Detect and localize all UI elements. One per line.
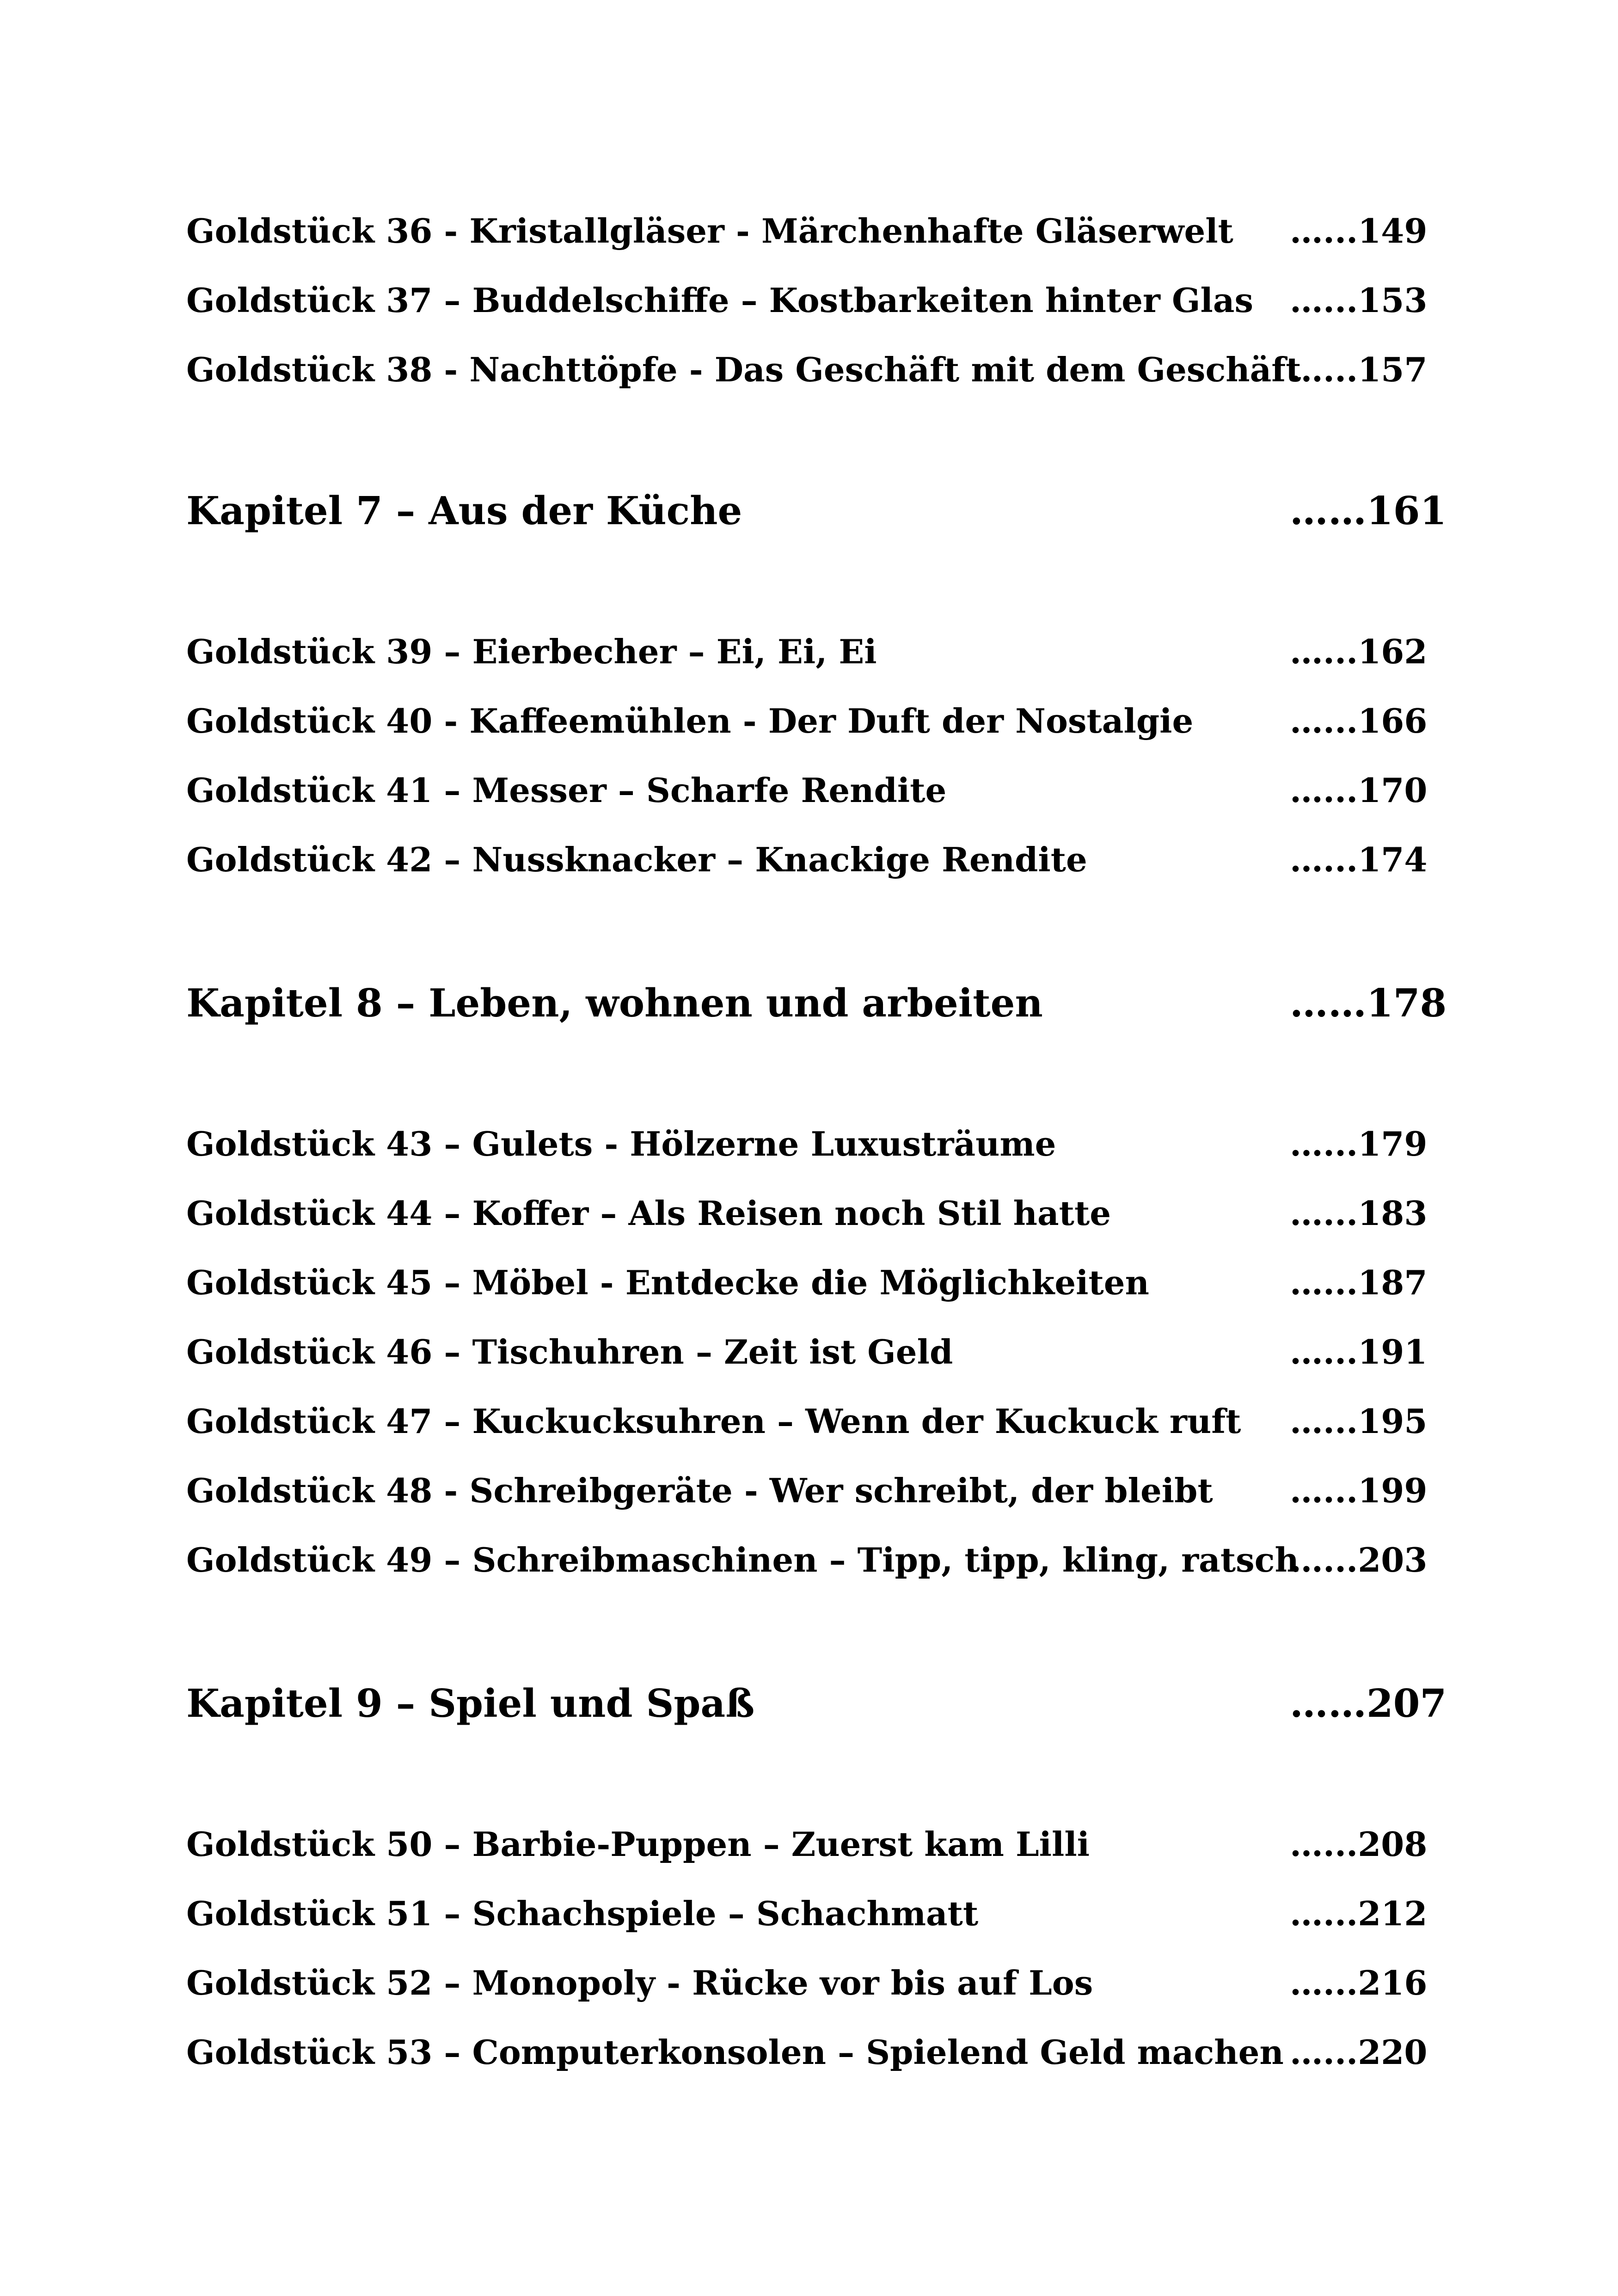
entry-page-number: …...162 bbox=[1290, 632, 1428, 671]
entry-title: Goldstück 46 – Tischuhren – Zeit ist Geld bbox=[186, 1332, 953, 1371]
entry-page-number: …...216 bbox=[1290, 1963, 1428, 2002]
toc-chapter-9 bbox=[0, 1676, 1618, 1731]
entry-title: Goldstück 41 – Messer – Scharfe Rendite bbox=[186, 771, 947, 810]
entry-title: Goldstück 50 – Barbie-Puppen – Zuerst kam Lilli bbox=[186, 1825, 1090, 1864]
entry-title: Goldstück 36 - Kristallgläser - Märchenhafte Gläserwelt bbox=[186, 211, 1233, 251]
entry-title: Goldstück 52 – Monopoly - Rücke vor bis auf Los bbox=[186, 1963, 1093, 2002]
entry-title: Goldstück 40 - Kaffeemühlen - Der Duft der Nostalgie bbox=[186, 701, 1194, 741]
entry-title: Goldstück 42 – Nussknacker – Knackige Rendite bbox=[186, 840, 1087, 879]
entry-title: Goldstück 37 – Buddelschiffe – Kostbarkeiten hinter Glas bbox=[186, 281, 1254, 320]
entry-title: Goldstück 51 – Schachspiele – Schachmatt bbox=[186, 1894, 979, 1933]
entry-page-number: …...174 bbox=[1290, 840, 1428, 879]
toc-entry-goldstueck-49 bbox=[0, 1532, 1618, 1588]
toc-entry-goldstueck-36 bbox=[0, 203, 1618, 259]
toc-entry-goldstueck-38 bbox=[0, 342, 1618, 398]
entry-page-number: …...199 bbox=[1290, 1471, 1428, 1510]
entry-page-number: …...212 bbox=[1290, 1894, 1428, 1933]
toc-entry-goldstueck-47 bbox=[0, 1394, 1618, 1449]
toc-entry-goldstueck-45 bbox=[0, 1255, 1618, 1310]
toc-entry-goldstueck-37 bbox=[0, 273, 1618, 328]
chapter-title: Kapitel 9 – Spiel und Spaß bbox=[186, 1681, 755, 1726]
toc-entry-goldstueck-40 bbox=[0, 693, 1618, 749]
toc-chapter-7 bbox=[0, 483, 1618, 539]
entry-title: Goldstück 39 – Eierbecher – Ei, Ei, Ei bbox=[186, 632, 877, 671]
toc-entry-goldstueck-43 bbox=[0, 1116, 1618, 1172]
toc-entry-goldstueck-42 bbox=[0, 832, 1618, 888]
entry-page-number: …...191 bbox=[1290, 1332, 1428, 1371]
entry-title: Goldstück 49 – Schreibmaschinen – Tipp, tipp, kling, ratsch bbox=[186, 1540, 1299, 1580]
entry-page-number: …...195 bbox=[1290, 1402, 1428, 1441]
entry-title: Goldstück 48 - Schreibgeräte - Wer schreibt, der bleibt bbox=[186, 1471, 1213, 1510]
entry-page-number: …...179 bbox=[1290, 1124, 1428, 1163]
entry-page-number: …...203 bbox=[1290, 1540, 1428, 1580]
toc-entry-goldstueck-39 bbox=[0, 624, 1618, 680]
toc-entry-goldstueck-52 bbox=[0, 1955, 1618, 2011]
entry-page-number: …...170 bbox=[1290, 771, 1428, 810]
toc-chapter-8 bbox=[0, 975, 1618, 1031]
entry-page-number: …...220 bbox=[1290, 2033, 1428, 2072]
entry-page-number: …...153 bbox=[1290, 281, 1428, 320]
chapter-title: Kapitel 8 – Leben, wohnen und arbeiten bbox=[186, 980, 1043, 1026]
entry-title: Goldstück 38 - Nachttöpfe - Das Geschäft mit dem Geschäft bbox=[186, 350, 1301, 389]
entry-page-number: …...208 bbox=[1290, 1825, 1428, 1864]
toc-entry-goldstueck-46 bbox=[0, 1324, 1618, 1380]
chapter-title: Kapitel 7 – Aus der Küche bbox=[186, 488, 742, 533]
entry-title: Goldstück 45 – Möbel - Entdecke die Möglichkeiten bbox=[186, 1263, 1149, 1302]
toc-entry-goldstueck-50 bbox=[0, 1817, 1618, 1872]
toc-entry-goldstueck-48 bbox=[0, 1463, 1618, 1518]
entry-page-number: …...149 bbox=[1290, 211, 1428, 251]
entry-page-number: …...166 bbox=[1290, 701, 1428, 741]
chapter-page-number: ……207 bbox=[1290, 1681, 1447, 1726]
entry-title: Goldstück 53 – Computerkonsolen – Spielend Geld machen bbox=[186, 2033, 1284, 2072]
chapter-page-number: ……161 bbox=[1290, 488, 1447, 533]
entry-page-number: …...187 bbox=[1290, 1263, 1428, 1302]
entry-title: Goldstück 43 – Gulets - Hölzerne Luxusträume bbox=[186, 1124, 1056, 1163]
toc-entry-goldstueck-53 bbox=[0, 2025, 1618, 2080]
entry-page-number: …...157 bbox=[1290, 350, 1428, 389]
entry-title: Goldstück 44 – Koffer – Als Reisen noch Stil hatte bbox=[186, 1194, 1111, 1233]
chapter-page-number: ……178 bbox=[1290, 980, 1447, 1026]
toc-entry-goldstueck-41 bbox=[0, 763, 1618, 818]
entry-page-number: …...183 bbox=[1290, 1194, 1428, 1233]
toc-entry-goldstueck-51 bbox=[0, 1886, 1618, 1941]
toc-entry-goldstueck-44 bbox=[0, 1186, 1618, 1241]
entry-title: Goldstück 47 – Kuckucksuhren – Wenn der Kuckuck ruft bbox=[186, 1402, 1241, 1441]
